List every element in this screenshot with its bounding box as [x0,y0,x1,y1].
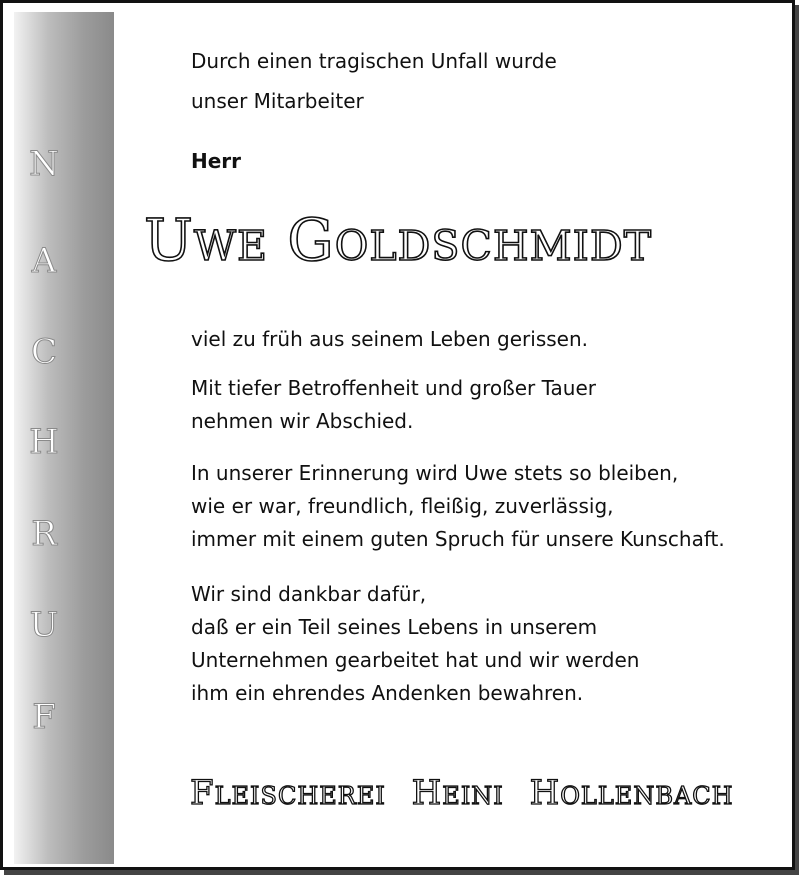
side-letter-c: C [30,332,57,372]
text-line-4: In unserer Erinnerung wird Uwe stets so bleiben, [191,461,679,485]
intro-line-2: unser Mitarbeiter [191,89,364,113]
text-line-8: daß er ein Teil seines Lebens in unserem [191,615,598,639]
text-line-10: ihm ein ehrendes Andenken bewahren. [191,681,584,705]
side-letter-u: U [29,605,59,645]
company-signature: Fleischerei Heini Hollenbach [190,773,734,813]
text-line-3: nehmen wir Abschied. [191,409,414,433]
side-letter-a: A [31,241,57,281]
deceased-name: Uwe Goldschmidt [144,206,653,274]
side-letter-n: N [29,144,59,184]
side-letter-r: R [31,514,57,554]
intro-line-1: Durch einen tragischen Unfall wurde [191,49,557,73]
salutation: Herr [191,149,242,173]
text-line-6: immer mit einem guten Spruch für unsere Kunschaft. [191,527,725,551]
text-line-5: wie er war, freundlich, fleißig, zuverlässig, [191,494,614,518]
text-line-7: Wir sind dankbar dafür, [191,582,427,606]
side-banner [14,12,114,864]
side-letter-f: F [32,697,56,737]
text-line-2: Mit tiefer Betroffenheit und großer Tauer [191,376,596,400]
side-letter-h: H [29,422,59,462]
text-line-1: viel zu früh aus seinem Leben gerissen. [191,327,589,351]
text-line-9: Unternehmen gearbeitet hat und wir werden [191,648,640,672]
